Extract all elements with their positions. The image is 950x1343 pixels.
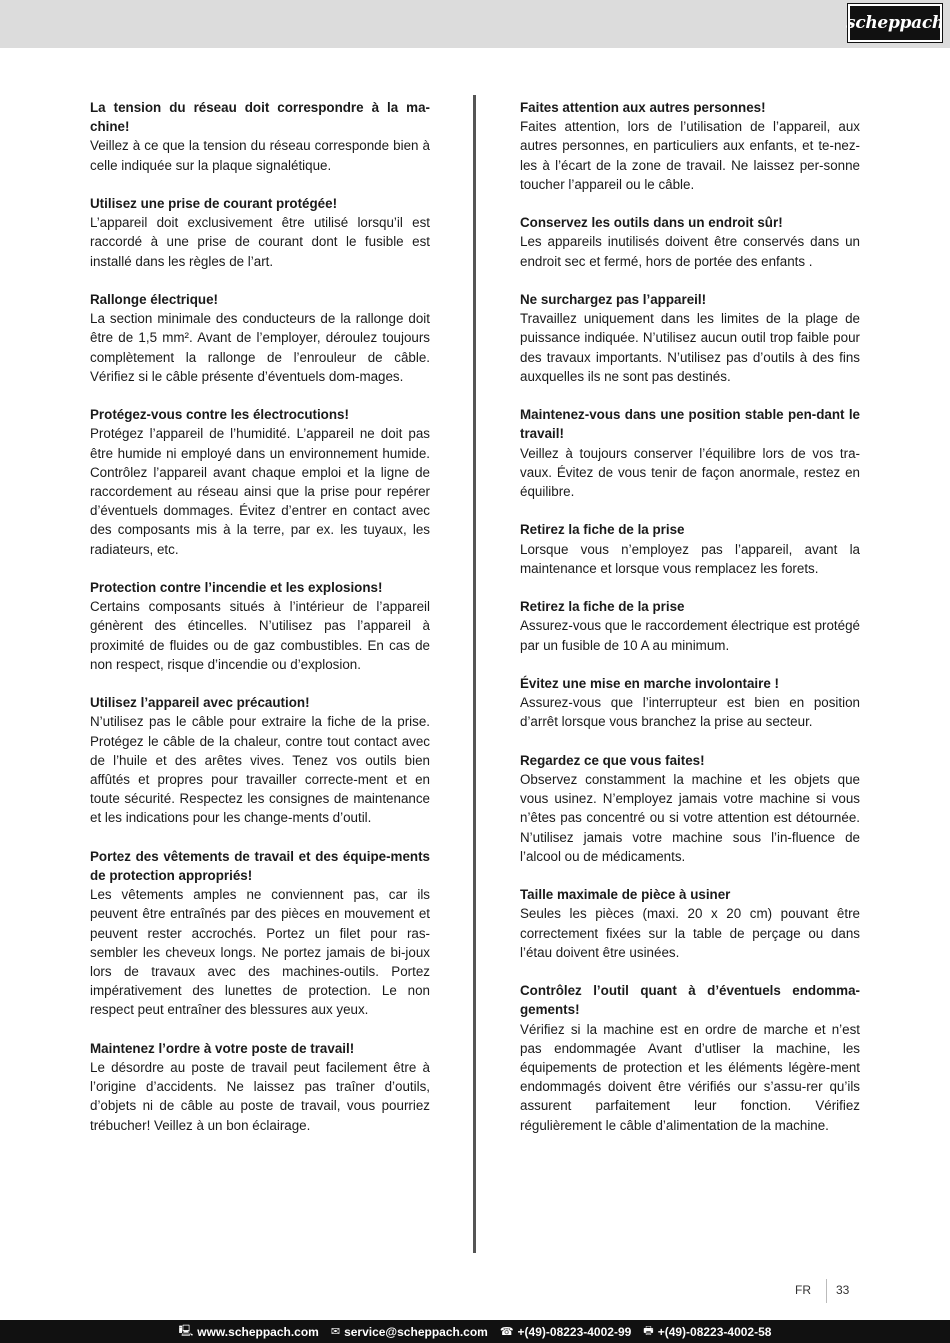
section-heading: Conservez les outils dans un endroit sûr!: [520, 215, 783, 231]
page-number: 33: [836, 1283, 850, 1297]
email-text: service@scheppach.com: [344, 1324, 488, 1339]
safety-section: [520, 290, 860, 386]
section-body: Les appareils inutilisés doivent être conservés dans un endroit sec et fermé, hors de portée des enfants .: [520, 234, 860, 269]
contact-website[interactable]: [179, 1322, 319, 1341]
section-body: La section minimale des conducteurs de la rallonge doit être de 1,5 mm². Avant de l’employer, déroulez toujours complètement la rallonge de l’enrouleur de câble. Vérifiez si le câble présente d’éventuels dom-mages.: [90, 311, 430, 384]
fax-icon: 🖶: [643, 1325, 654, 1337]
safety-section: [520, 98, 860, 194]
safety-section: [90, 578, 430, 674]
section-body: Veillez à toujours conserver l’équilibre lors de vos tra-vaux. Évitez de vous tenir de façon anormale, restez en équilibre.: [520, 445, 860, 500]
safety-section: [90, 847, 430, 1020]
section-heading: Retirez la fiche de la prise: [520, 599, 685, 615]
safety-section: [520, 213, 860, 271]
safety-section: [520, 674, 860, 732]
section-heading: Évitez une mise en marche involontaire !: [520, 676, 779, 691]
section-heading: Utilisez une prise de courant protégée!: [90, 196, 338, 211]
section-body: Travaillez uniquement dans les limites de la plage de puissance indiquée. N’utilisez aucun outil trop faible pour des travaux importants. N’utilisez pas d’outils à des fins auxquelles ils ne sont pas destinés.: [520, 311, 860, 384]
section-heading: Protégez-vous contre les électrocutions!: [90, 407, 349, 423]
section-body: N’utilisez pas le câble pour extraire la fiche de la prise. Protégez le câble de la chaleur, contre tout contact avec de l’huile et des arêtes vives. Tenez vos outils bien affûtés et propres pour travailler correcte-ment et en toute sécurité. Respectez les consignes de maintenance et les indications pour les change-ments d’outil.: [90, 714, 430, 826]
safety-section: [90, 405, 430, 559]
section-body: Assurez-vous que le raccordement électrique est protégé par un fusible de 10 A au minimum.: [520, 618, 860, 653]
section-body: Observez constamment la machine et les objets que vous usinez. N’employez jamais votre machine si vous n’êtes pas concentré ou si votre attention est détournée. N’utilisez jamais votre machine sous l’in-fluence de l’alcool ou de médicaments.: [520, 772, 860, 864]
website-text: www.scheppach.com: [197, 1324, 319, 1339]
contact-fax: [643, 1322, 771, 1341]
section-heading: Faites attention aux autres personnes!: [520, 100, 766, 115]
section-heading: Rallonge électrique!: [90, 292, 218, 307]
section-body: Certains composants situés à l’intérieur de l’appareil génèrent des étincelles. N’utilisez pas l’appareil à proximité de fluides ou de gaz combustibles. En cas de non respect, risque d’incendie ou d’explosion.: [90, 599, 430, 672]
section-heading: Portez des vêtements de travail et des équipe-ments de protection appropriés!: [90, 848, 430, 884]
safety-section: [520, 885, 860, 962]
section-heading: Protection contre l’incendie et les explosions!: [90, 580, 383, 596]
fax-text: +(49)-08223-4002-58: [657, 1324, 772, 1339]
column-divider: [473, 95, 476, 1253]
section-body: Le désordre au poste de travail peut facilement être à l’origine d’accidents. Ne laissez pas traîner d’outils, d’objets ni de câble au poste de travail, vous pourriez trébucher! Veillez à un bon éclairage.: [90, 1060, 430, 1133]
section-body: Vérifiez si la machine est en ordre de marche et n’est pas endommagée Avant d’utliser la machine, les équipements de protection et les éléments légère-ment endommagés doivent être vérifiés our s’assu-rer qu’ils assurent parfaitement leur fonction. Vérifiez régulièrement le câble d’alimentation de la machine.: [520, 1021, 860, 1133]
section-heading: Maintenez-vous dans une position stable pen-dant le travail!: [520, 407, 860, 442]
contact-email[interactable]: [331, 1325, 488, 1339]
safety-section: [90, 98, 430, 175]
right-column: [520, 98, 860, 1154]
header-band: [0, 0, 950, 48]
safety-section: [90, 290, 430, 386]
section-heading: La tension du réseau doit correspondre à la ma-chine!: [90, 100, 430, 135]
phone-text: +(49)-08223-4002-99: [517, 1324, 632, 1339]
section-body: L’appareil doit exclusivement être utilisé lorsqu’il est raccordé à une prise de courant dont le fusible est installé dans les règles de l’art.: [90, 215, 430, 269]
section-body: Faites attention, lors de l’utilisation de l’appareil, aux autres personnes, en particuliers aux enfants, et te-nez-les à l’écart de la zone de travail. Ne laissez per-sonne toucher l’appareil ou le câble.: [520, 119, 860, 192]
section-heading: Maintenez l’ordre à votre poste de travail!: [90, 1040, 355, 1056]
safety-section: [520, 597, 860, 655]
section-body: Lorsque vous n’employez pas l’appareil, avant la maintenance et lorsque vous remplacez les forets.: [520, 541, 860, 576]
contact-bar: [0, 1320, 950, 1343]
safety-section: [90, 693, 430, 827]
telephone-icon: ☎: [499, 1326, 514, 1338]
section-heading: Contrôlez l’outil quant à d’éventuels endomma-gements!: [520, 983, 860, 1018]
section-body: Seules les pièces (maxi. 20 x 20 cm) pouvant être correctement fixées sur la table de perçage ou dans l’étau doivent être usinées.: [520, 906, 860, 960]
section-body: Les vêtements amples ne conviennent pas, car ils peuvent être entraînés par des pièces en mouvement et peuvent rester accrochés. Portez un filet pour ras-sembler les cheveux longs. Ne portez jamais de bi-joux lors de travaux avec des machines-outils. Portez impérativement des lunettes de protection. Le non respect peut entraîner des blessures aux yeux.: [90, 887, 430, 1018]
section-heading: Utilisez l’appareil avec précaution!: [90, 695, 310, 711]
section-heading: Taille maximale de pièce à usiner: [520, 887, 731, 903]
safety-section: [520, 981, 860, 1135]
section-heading: Regardez ce que vous faites!: [520, 752, 705, 768]
footer-separator: [826, 1279, 827, 1303]
scheppach-logo: scheppach: [848, 4, 942, 42]
safety-section: [90, 194, 430, 271]
safety-section: [520, 520, 860, 578]
contact-phone: [500, 1325, 631, 1339]
envelope-icon: ✉: [330, 1326, 341, 1338]
computer-icon: 🖳: [178, 1325, 194, 1337]
section-body: Protégez l’appareil de l’humidité. L’appareil ne doit pas être humide ni employé dans un environnement humide. Contrôlez l’appareil avant chaque emploi et la ligne de raccordement au réseau ainsi que la prise pour repérer d’éventuels dommages. Évitez d’entrer en contact avec des composants mis à la terre, par ex. les tuyaux, les radiateurs, etc.: [90, 426, 430, 557]
section-heading: Ne surchargez pas l’appareil!: [520, 292, 707, 307]
safety-section: [520, 405, 860, 501]
language-code: FR: [795, 1283, 811, 1297]
left-column: [90, 98, 430, 1154]
section-body: Assurez-vous que l’interrupteur est bien en position d’arrêt lorsque vous branchez la prise au secteur.: [520, 695, 860, 730]
safety-section: [90, 1039, 430, 1135]
section-body: Veillez à ce que la tension du réseau corresponde bien à celle indiquée sur la plaque signalétique.: [90, 138, 430, 173]
section-heading: Retirez la fiche de la prise: [520, 522, 685, 538]
safety-section: [520, 751, 860, 866]
